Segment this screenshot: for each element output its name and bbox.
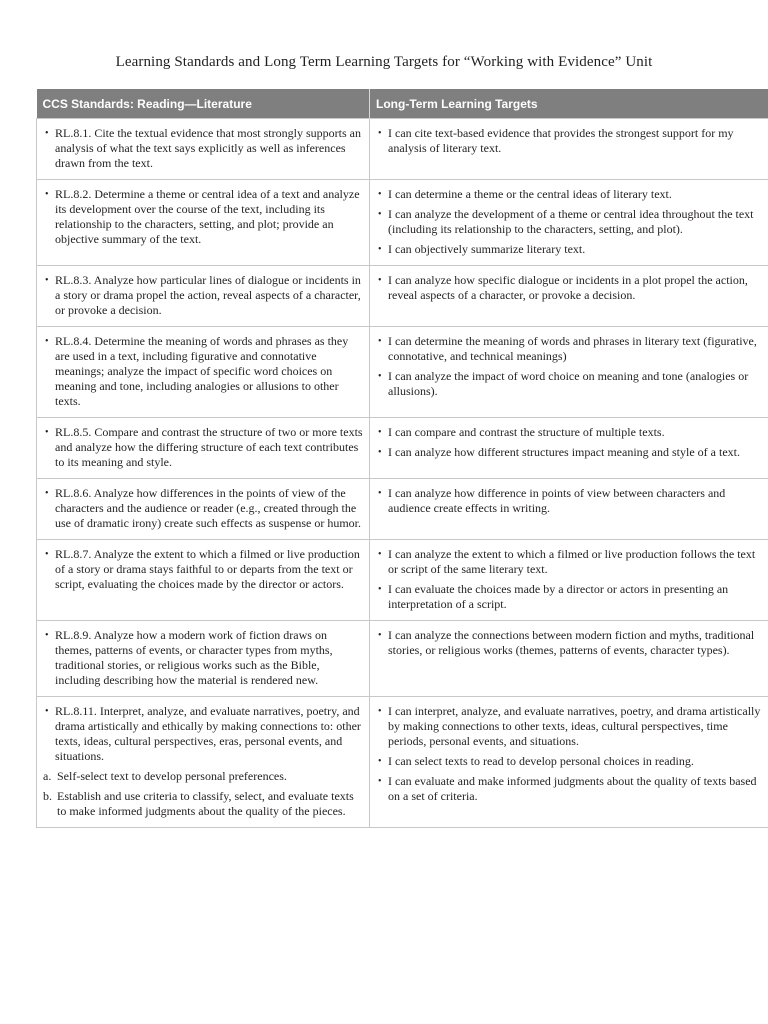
target-item: • I can analyze the development of a theme or central idea throughout the text (including its relationship to the characters, setting, and plot). [376, 207, 765, 237]
target-item: • I can select texts to read to develop personal choices in reading. [376, 754, 765, 769]
target-item: • I can interpret, analyze, and evaluate narratives, poetry, and drama artistically by making connections to other texts, ideas, cultural perspectives, time periods, personal events, and situations. [376, 704, 765, 749]
table-row [37, 540, 768, 621]
standard-subitem [43, 789, 363, 819]
standard-item: • RL.8.4. Determine the meaning of words and phrases as they are used in a text, including figurative and connotative meanings; analyze the impact of specific word choices on meaning and tone, including analogies or allusions to other texts. [43, 334, 363, 409]
target-item: • I can cite text-based evidence that provides the strongest support for my analysis of literary text. [376, 126, 765, 156]
table-header-row [37, 89, 768, 119]
target-list [376, 486, 765, 516]
target-item: • I can evaluate and make informed judgments about the quality of texts based on a set of criteria. [376, 774, 765, 804]
standard-list [43, 628, 363, 688]
column-header-standards: CCS Standards: Reading—Literature [37, 89, 370, 119]
table-row [37, 327, 768, 418]
standard-item: • RL.8.6. Analyze how differences in the points of view of the characters and the audience or reader (e.g., created through the use of dramatic irony) create such effects as suspense or humor. [43, 486, 363, 531]
standard-list [43, 187, 363, 247]
standard-cell [37, 479, 370, 540]
subitem-text: Self-select text to develop personal preferences. [57, 769, 287, 783]
target-cell [370, 621, 768, 697]
standard-item: • RL.8.11. Interpret, analyze, and evaluate narratives, poetry, and drama artistically and ethically by making connections to: other texts, ideas, cultural perspectives, eras, personal events, and situations. [43, 704, 363, 764]
standard-item: • RL.8.5. Compare and contrast the structure of two or more texts and analyze how the differing structure of each text contributes to its meaning and style. [43, 425, 363, 470]
target-item: • I can analyze the connections between modern fiction and myths, traditional stories, or religious works (themes, patterns of events, character types). [376, 628, 765, 658]
table-row [37, 266, 768, 327]
target-list [376, 273, 765, 303]
target-list [376, 704, 765, 804]
column-header-targets: Long-Term Learning Targets [370, 89, 768, 119]
target-cell [370, 180, 768, 266]
target-cell [370, 540, 768, 621]
standard-cell [37, 180, 370, 266]
standard-item: • RL.8.9. Analyze how a modern work of fiction draws on themes, patterns of events, or character types from myths, traditional stories, or religious works such as the Bible, including describing how the material is rendered new. [43, 628, 363, 688]
target-cell [370, 697, 768, 828]
subitem-marker: a. [43, 769, 52, 783]
subitem-text: Establish and use criteria to classify, select, and evaluate texts to make informed judgments about the quality of the pieces. [57, 789, 354, 818]
standard-item: • RL.8.2. Determine a theme or central idea of a text and analyze its development over the course of the text, including its relationship to the characters, setting, and plot; provide an objective summary of the text. [43, 187, 363, 247]
standard-cell [37, 327, 370, 418]
subitem-marker: b. [43, 789, 52, 803]
standard-list [43, 547, 363, 592]
target-item: • I can analyze how different structures impact meaning and style of a text. [376, 445, 765, 460]
standard-cell [37, 119, 370, 180]
target-cell [370, 479, 768, 540]
standard-list [43, 486, 363, 531]
table-row [37, 479, 768, 540]
target-list [376, 547, 765, 612]
table-row [37, 621, 768, 697]
target-item: • I can compare and contrast the structure of multiple texts. [376, 425, 765, 440]
table-body [37, 119, 768, 828]
table-row [37, 119, 768, 180]
table-row [37, 697, 768, 828]
standard-cell [37, 418, 370, 479]
standards-table [36, 89, 768, 828]
standard-cell [37, 540, 370, 621]
target-item: • I can objectively summarize literary text. [376, 242, 765, 257]
standard-item: • RL.8.7. Analyze the extent to which a filmed or live production of a story or drama stays faithful to or departs from the text or script, evaluating the choices made by the director or actors. [43, 547, 363, 592]
target-list [376, 628, 765, 658]
table-row [37, 180, 768, 266]
standard-item: • RL.8.1. Cite the textual evidence that most strongly supports an analysis of what the text says explicitly as well as inferences drawn from the text. [43, 126, 363, 171]
standard-subitem [43, 769, 363, 784]
target-cell [370, 119, 768, 180]
standard-cell [37, 697, 370, 828]
target-cell [370, 418, 768, 479]
target-list [376, 187, 765, 257]
target-item: • I can determine the meaning of words and phrases in literary text (figurative, connotative, and technical meanings) [376, 334, 765, 364]
standard-list [43, 126, 363, 171]
target-list [376, 126, 765, 156]
target-list [376, 425, 765, 460]
target-item: • I can analyze how specific dialogue or incidents in a plot propel the action, reveal aspects of a character, or provoke a decision. [376, 273, 765, 303]
target-item: • I can evaluate the choices made by a director or actors in presenting an interpretation of a script. [376, 582, 765, 612]
standard-list [43, 425, 363, 470]
target-cell [370, 266, 768, 327]
standard-cell [37, 621, 370, 697]
standard-list [43, 704, 363, 764]
standard-list [43, 334, 363, 409]
target-list [376, 334, 765, 399]
standard-item: • RL.8.3. Analyze how particular lines of dialogue or incidents in a story or drama propel the action, reveal aspects of a character, or provoke a decision. [43, 273, 363, 318]
table-row [37, 418, 768, 479]
target-item: • I can analyze how difference in points of view between characters and audience create effects in writing. [376, 486, 765, 516]
standard-list [43, 273, 363, 318]
target-item: • I can analyze the extent to which a filmed or live production follows the text or script of the same literary text. [376, 547, 765, 577]
page-title: Learning Standards and Long Term Learning Targets for “Working with Evidence” Unit [115, 54, 653, 70]
standard-cell [37, 266, 370, 327]
target-item: • I can analyze the impact of word choice on meaning and tone (analogies or allusions). [376, 369, 765, 399]
target-cell [370, 327, 768, 418]
target-item: • I can determine a theme or the central ideas of literary text. [376, 187, 765, 202]
